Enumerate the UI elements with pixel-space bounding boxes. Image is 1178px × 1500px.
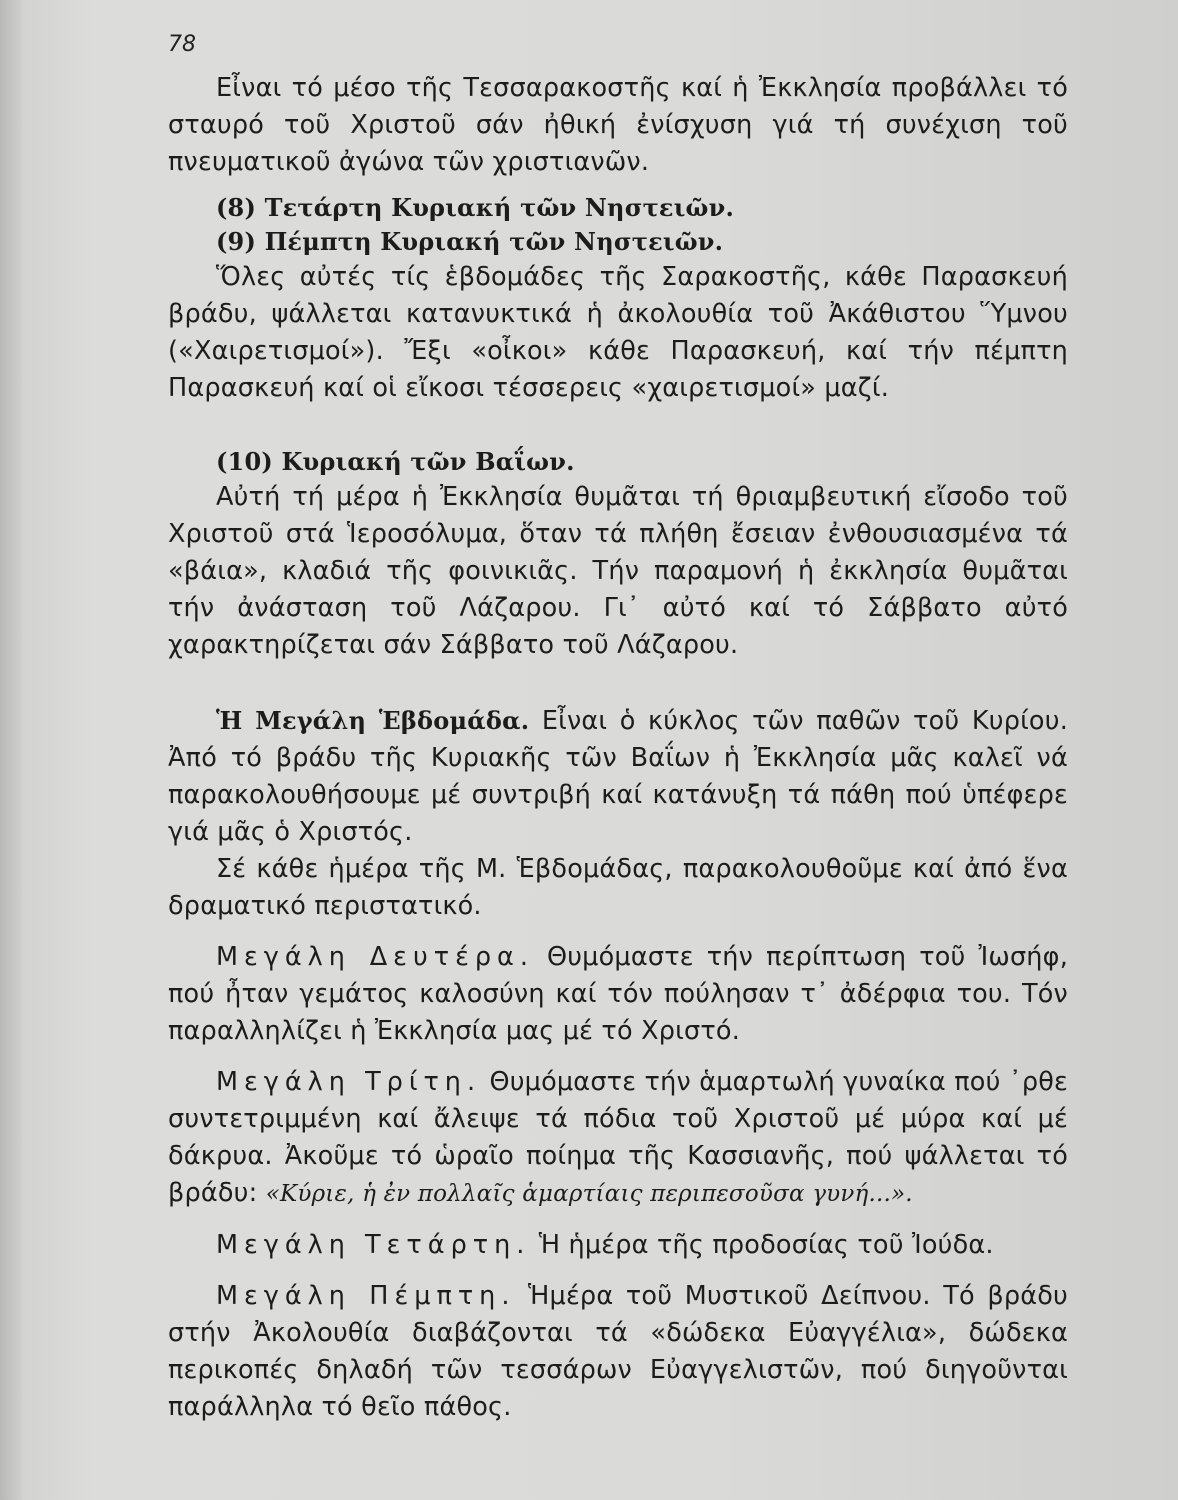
paragraph-holy-thursday: [168, 1278, 1068, 1426]
paragraph-holy-wednesday: [168, 1227, 1068, 1264]
holy-monday-text: Θυμόμαστε τήν περίπτωση τοῦ Ἰωσήφ, πού ἦταν γεμάτος καλοσύνη καί τόν πούλησαν τ᾽ ἀδέρφια του. Τόν παραλληλίζει ἡ Ἐκκλησία μας μέ τό Χριστό.: [168, 942, 1068, 1046]
book-spine-shadow: [0, 0, 22, 1500]
page-body: [168, 70, 1068, 1426]
paragraph-cross-sunday: Εἶναι τό μέσο τῆς Τεσσαρακοστῆς καί ἡ Ἐκκλησία προβάλλει τό σταυρό τοῦ Χριστοῦ σάν ἠθική ἐνίσχυση γιά τή συνέχιση τοῦ πνευματικοῦ ἀγώνα τῶν χριστιανῶν.: [168, 73, 1068, 177]
holy-tuesday-heading: Μεγάλη Τρίτη.: [216, 1067, 482, 1097]
holy-week-heading: Ἡ Μεγάλη Ἑβδομάδα.: [216, 706, 530, 735]
holy-wednesday-text: Ἡ ἡμέρα τῆς προδοσίας τοῦ Ἰούδα.: [538, 1230, 994, 1260]
page-number: 78: [168, 32, 196, 57]
paragraph-holy-monday: [168, 939, 1068, 1050]
holy-thursday-heading: Μεγάλη Πέμπτη.: [216, 1281, 516, 1311]
holy-monday-heading: Μεγάλη Δευτέρα.: [216, 942, 534, 972]
holy-thursday-text: Ἡμέρα τοῦ Μυστικοῦ Δείπνου. Τό βράδυ στήν Ἀκολουθία διαβάζονται τά «δώδεκα Εὐαγγέλια», δώδεκα περικοπές δηλαδή τῶν τεσσάρων Εὐαγγελιστῶν, πού διηγοῦνται παράλληλα τό θεῖο πάθος.: [168, 1281, 1068, 1422]
paragraph-each-day: Σέ κάθε ἡμέρα τῆς Μ. Ἑβδομάδας, παρακολουθοῦμε καί ἀπό ἕνα δραματικό περιστατικό.: [168, 854, 1068, 921]
heading-fourth-sunday: (8) Τετάρτη Κυριακή τῶν Νηστειῶν.: [216, 193, 734, 222]
paragraph-palm-sunday: Αὐτή τή μέρα ἡ Ἐκκλησία θυμᾶται τή θριαμβευτική εἴσοδο τοῦ Χριστοῦ στά Ἱεροσόλυμα, ὅταν τά πλήθη ἔσειαν ἐνθουσιασμένα τά «βάια», κλαδιά τῆς φοινικιᾶς. Τήν παραμονή ἡ ἐκκλησία θυμᾶται τήν ἀνάσταση τοῦ Λάζαρου. Γι᾽ αὐτό καί τό Σάββατο αὐτό χαρακτηρίζεται σάν Σάββατο τοῦ Λάζαρου.: [168, 482, 1068, 660]
heading-palm-sunday: (10) Κυριακή τῶν Βαΐων.: [216, 447, 575, 476]
paragraph-holy-tuesday: [168, 1064, 1068, 1213]
paragraph-akathist: Ὅλες αὐτές τίς ἑβδομάδες τῆς Σαρακοστῆς, κάθε Παρασκευή βράδυ, ψάλλεται κατανυκτικά ἡ ἀκολουθία τοῦ Ἀκάθιστου Ὕμνου («Χαιρετισμοί»). Ἔξι «οἶκοι» κάθε Παρασκευή, καί τήν πέμπτη Παρασκευή καί οἱ εἴκοσι τέσσερεις «χαιρετισμοί» μαζί.: [168, 262, 1068, 403]
paragraph-holy-week: [168, 702, 1068, 851]
heading-fifth-sunday: (9) Πέμπτη Κυριακή τῶν Νηστειῶν.: [216, 227, 724, 256]
holy-wednesday-heading: Μεγάλη Τετάρτη.: [216, 1230, 531, 1260]
kassiani-hymn-quote: «Κύριε, ἡ ἐν πολλαῖς ἁμαρτίαις περιπεσοῦσα γυνή...».: [265, 1181, 913, 1207]
holy-week-text: Εἶναι ὁ κύκλος τῶν παθῶν τοῦ Κυρίου. Ἀπό τό βράδυ τῆς Κυριακῆς τῶν Βαΐων ἡ Ἐκκλησία μᾶς καλεῖ νά παρακολουθήσουμε μέ συντριβή καί κατάνυξη τά πάθη πού ὑπέφερε γιά μᾶς ὁ Χριστός.: [168, 706, 1068, 847]
holy-tuesday-text: Θυμόμαστε τήν ἁμαρτωλή γυναίκα πού ᾽ρθε συντετριμμένη καί ἄλειψε τά πόδια τοῦ Χριστοῦ μέ μύρα καί μέ δάκρυα. Ἀκοῦμε τό ὡραῖο ποίημα τῆς Κασσιανῆς, πού ψάλλεται τό βράδυ:: [168, 1067, 1069, 1208]
